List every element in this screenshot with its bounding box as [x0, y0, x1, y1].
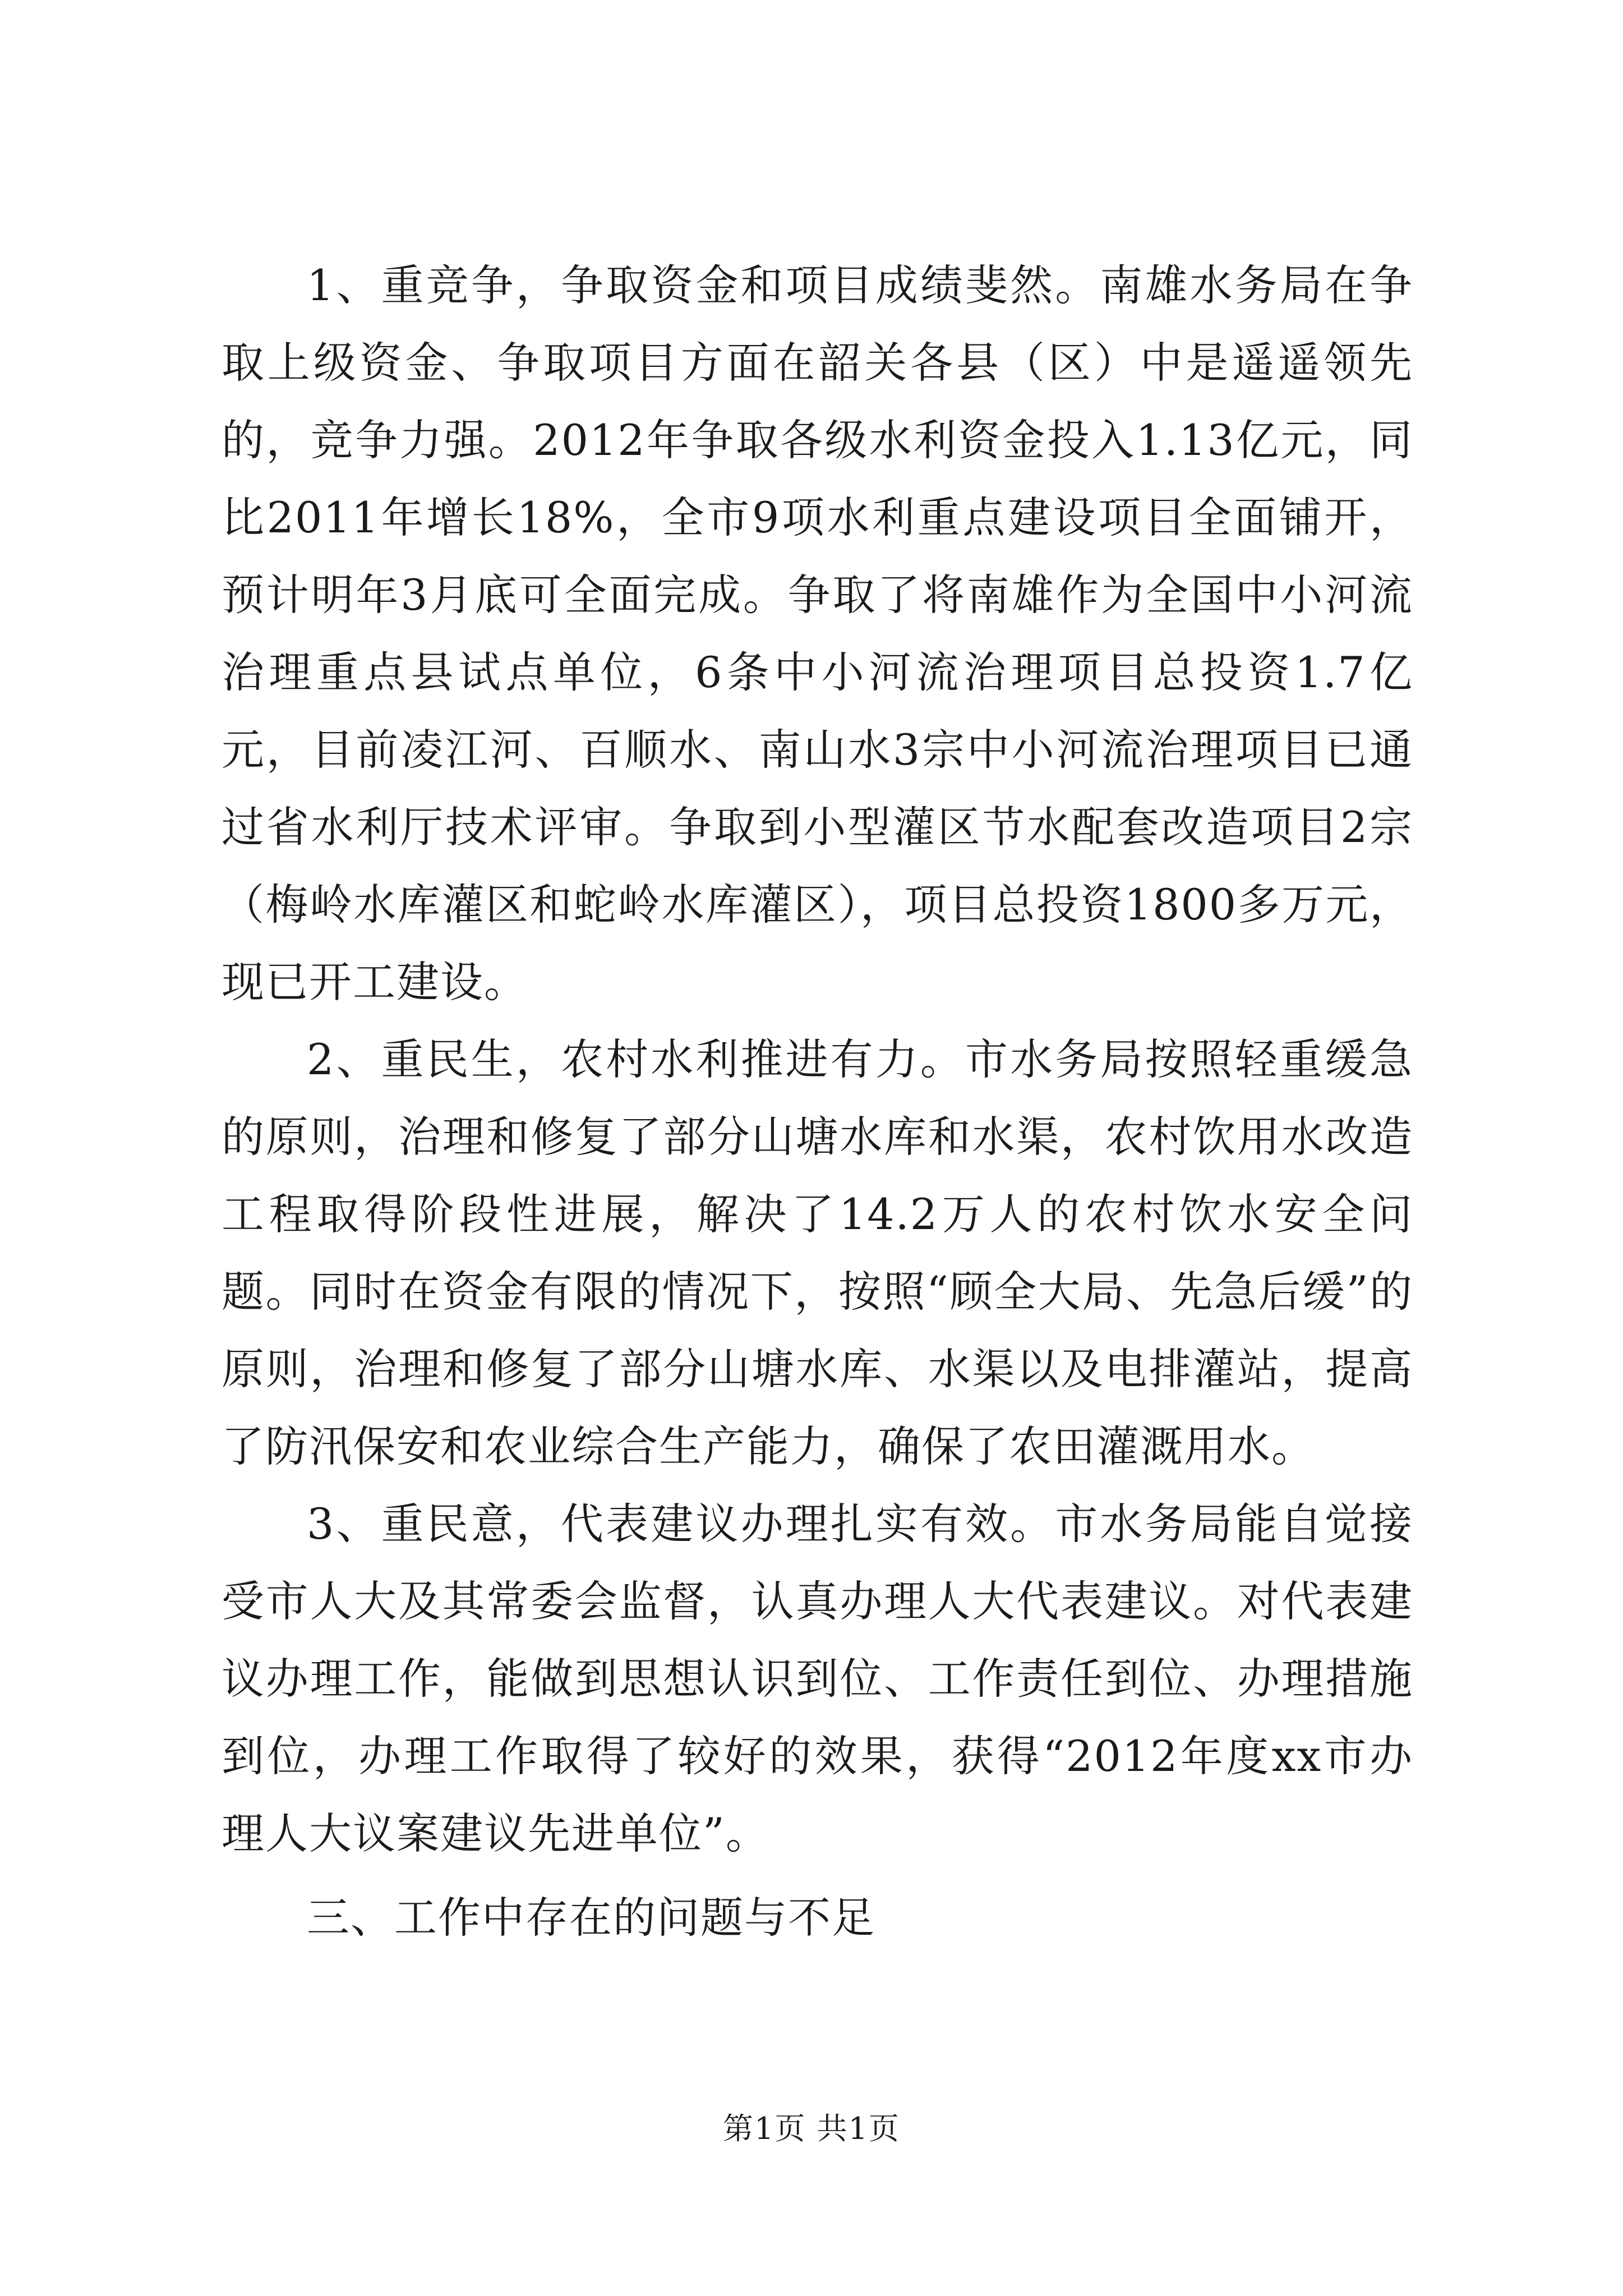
paragraph-livelihood: 2、重民生，农村水利推进有力。市水务局按照轻重缓急的原则，治理和修复了部分山塘水库和水渠，农村饮用水改造工程取得阶段性进展，解决了14.2万人的农村饮水安全问题。同时在资金有限的情况下，按照“顾全大局、先急后缓”的原则，治理和修复了部分山塘水库、水渠以及电排灌站，提高了防汛保安和农业综合生产能力，确保了农田灌溉用水。 — [222, 1034, 1413, 1471]
paragraph-competition: 1、重竞争，争取资金和项目成绩斐然。南雄水务局在争取上级资金、争取项目方面在韶关各县（区）中是遥遥领先的，竞争力强。2012年争取各级水利资金投入1.13亿元，同比2011年增长18%，全市9项水利重点建设项目全面铺开，预计明年3月底可全面完成。争取了将南雄作为全国中小河流治理重点县试点单位，6条中小河流治理项目总投资1.7亿元，目前凌江河、百顺水、南山水3宗中小河流治理项目已通过省水利厅技术评审。争取到小型灌区节水配套改造项目2宗（梅岭水库灌区和蛇岭水库灌区），项目总投资1800多万元，现已开工建设。 — [222, 260, 1413, 1007]
page-footer: 第1页 共1页 — [723, 2111, 900, 2146]
document-body — [222, 247, 1413, 1957]
section-heading: 三、工作中存在的问题与不足 — [307, 1893, 875, 1943]
paragraph-public-opinion: 3、重民意，代表建议办理扎实有效。市水务局能自觉接受市人大及其常委会监督，认真办理人大代表建议。对代表建议办理工作，能做到思想认识到位、工作责任到位、办理措施到位，办理工作取得了较好的效果，获得“2012年度xx市办理人大议案建议先进单位”。 — [222, 1499, 1413, 1858]
